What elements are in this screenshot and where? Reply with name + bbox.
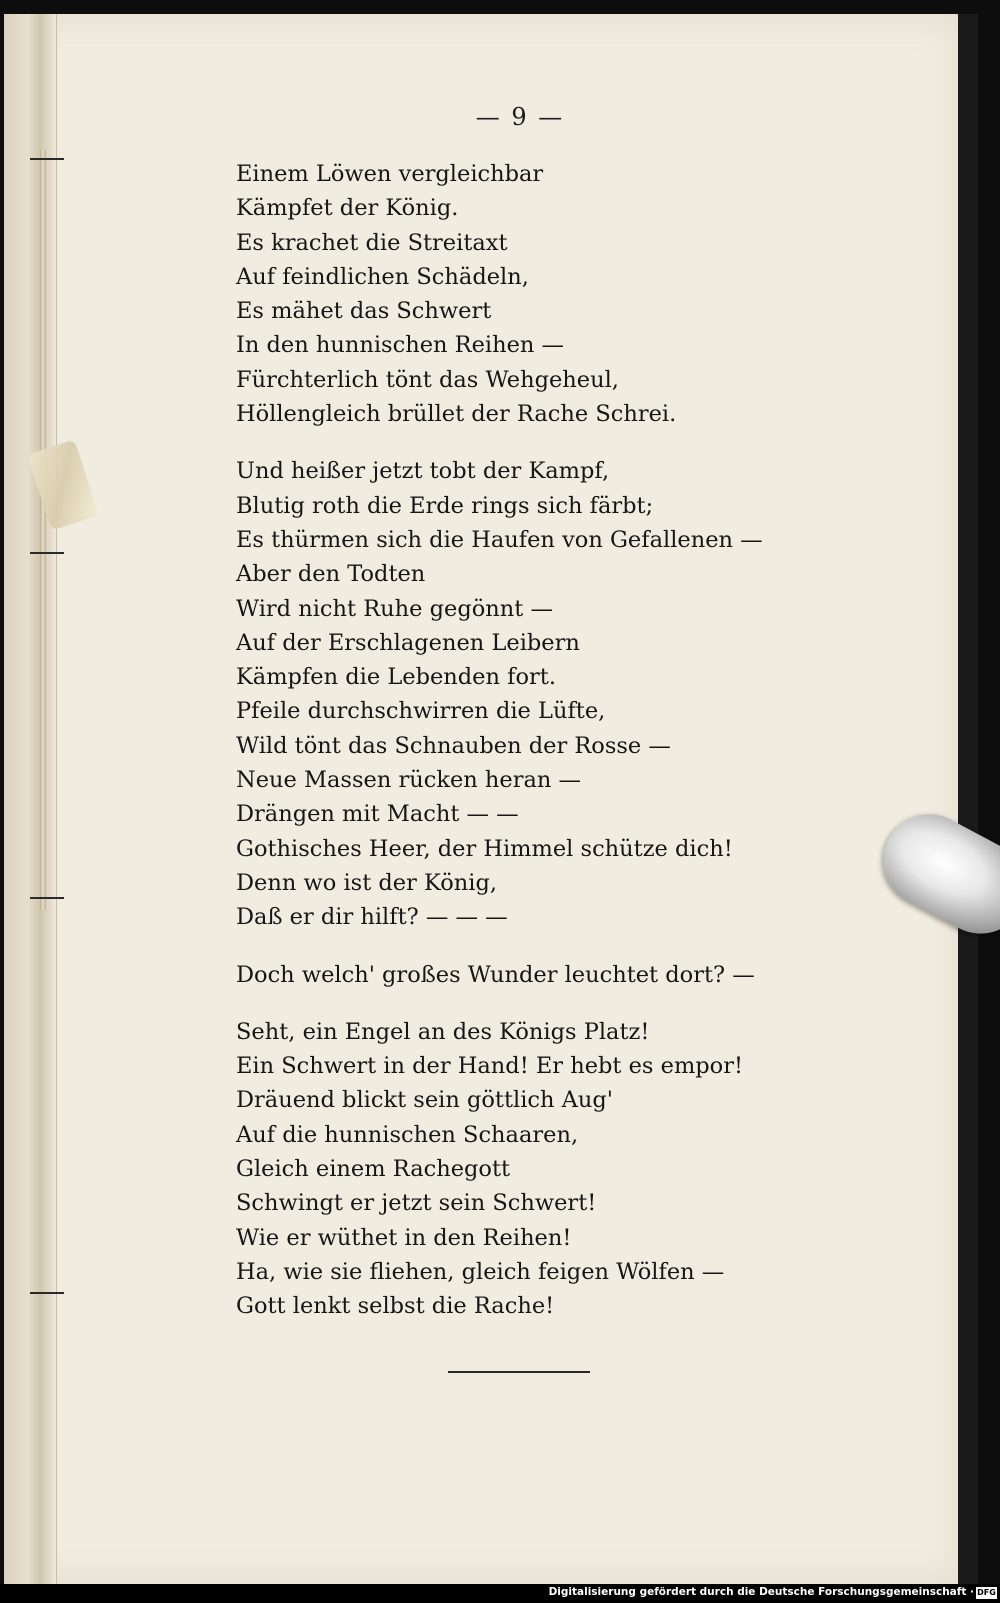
poem-line: Auf die hunnischen Schaaren, [236,1121,579,1148]
dfg-logo: DFG [977,1588,996,1597]
poem-line: Gothisches Heer, der Himmel schütze dich! [236,835,733,862]
poem-line: Es krachet die Streitaxt [236,229,508,256]
poem-line: Daß er dir hilft? — — — [236,904,508,931]
poem-line: Einem Löwen vergleichbar [236,161,544,187]
poem-line: Seht, ein Engel an des Königs Platz! [236,1018,650,1045]
poem-line: Es mähet das Schwert [236,298,492,325]
poem-line: Blutig roth die Erde rings sich färbt; [236,492,654,519]
poem-line: Denn wo ist der König, [236,869,498,896]
poem-text [236,157,956,1324]
poem-line: Doch welch' großes Wunder leuchtet dort? — [236,961,755,988]
poem-line: Kämpfet der König. [236,195,459,222]
poem-line: Und heißer jetzt tobt der Kampf, [236,458,610,485]
poem-line: Gleich einem Rachegott [236,1156,511,1183]
stanza-gap [236,431,956,454]
stanza [236,454,956,934]
binding-stitch [30,158,64,160]
page-number: — 9 — [475,103,565,131]
poem-line: Aber den Todten [236,561,426,588]
book-binding [4,14,57,1584]
binding-stitch [30,897,64,899]
poem-line: Schwingt er jetzt sein Schwert! [236,1190,597,1217]
poem-line: In den hunnischen Reihen — [236,332,565,359]
poem-line: Pfeile durchschwirren die Lüfte, [236,698,606,725]
poem-line: Neue Massen rücken heran — [236,767,582,794]
stanza [236,157,956,431]
end-rule [448,1371,590,1373]
poem-line: Fürchterlich tönt das Wehgeheul, [236,366,619,393]
poem-line: Ha, wie sie fliehen, gleich feigen Wölfen — [236,1258,725,1285]
poem-line: Dräuend blickt sein göttlich Aug' [236,1087,613,1114]
poem-line: Höllengleich brüllet der Rache Schrei. [236,401,677,428]
poem-line: Drängen mit Macht — — [236,801,519,828]
poem-line: Wird nicht Ruhe gegönnt — [236,595,553,622]
poem-line: Wie er wüthet in den Reihen! [236,1224,572,1251]
poem-line: Gott lenkt selbst die Rache! [236,1293,555,1320]
footer-credit: Digitalisierung gefördert durch die Deutsche Forschungsgemeinschaft · [548,1586,974,1598]
binding-stitch [30,1292,64,1294]
stanza-gap [236,935,956,958]
poem-line: Kämpfen die Lebenden fort. [236,664,556,691]
binding-thread [40,150,46,910]
stanza-gap [236,992,956,1015]
poem-line: Wild tönt das Schnauben der Rosse — [236,732,671,759]
stanza [236,1015,956,1324]
binding-stitch [30,552,64,554]
poem-line: Auf der Erschlagenen Leibern [236,629,580,656]
poem-line: Es thürmen sich die Haufen von Gefallenen — [236,526,763,553]
poem-line: Ein Schwert in der Hand! Er hebt es empor! [236,1053,744,1080]
stanza [236,958,956,992]
page-right-edge [958,14,978,1584]
poem-line: Auf feindlichen Schädeln, [236,263,529,290]
